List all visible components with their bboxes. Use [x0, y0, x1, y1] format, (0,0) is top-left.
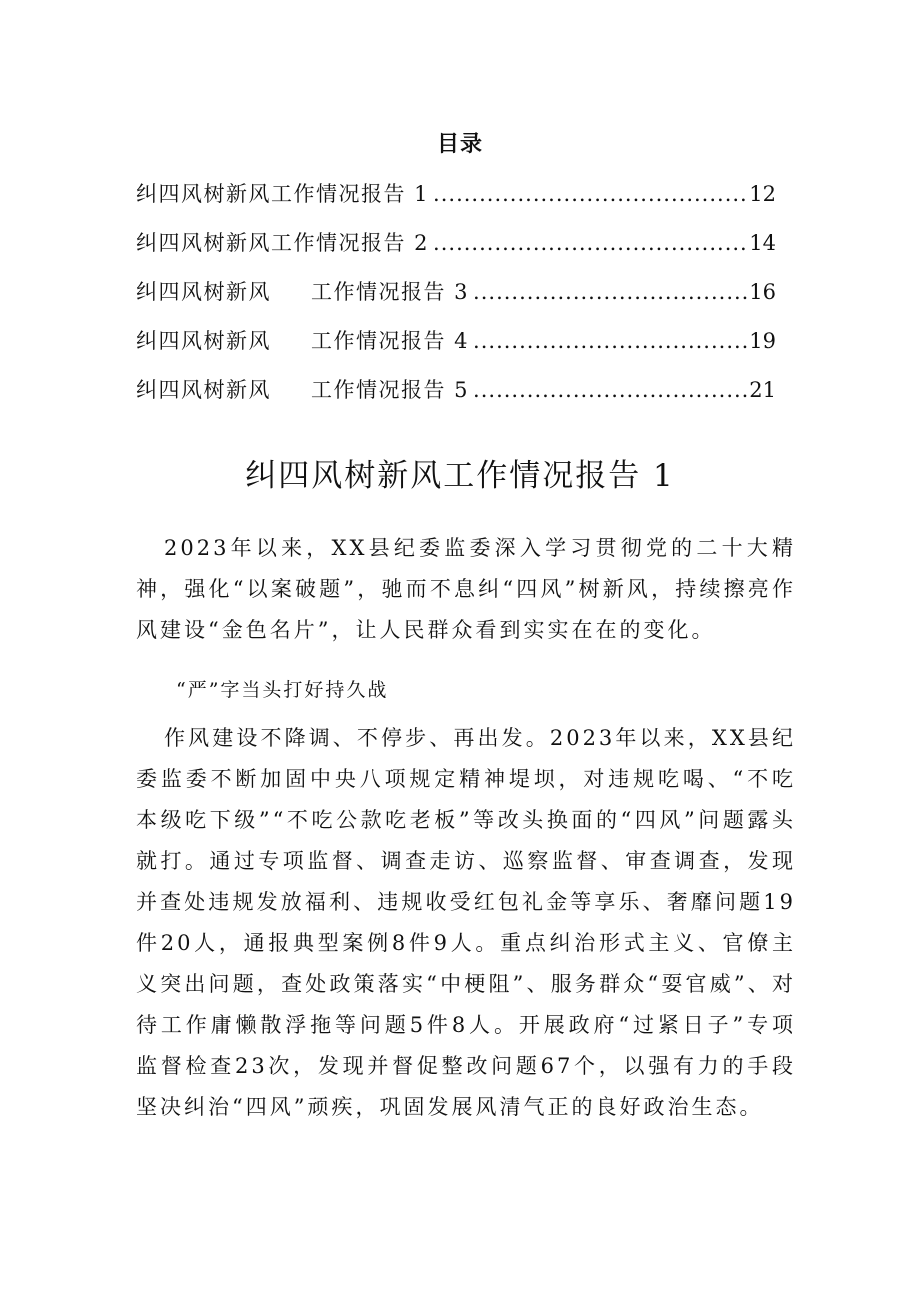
toc-item-page: 19	[749, 329, 776, 353]
toc-item-page: 14	[749, 231, 776, 255]
article-title: 纠四风树新风工作情况报告 1	[245, 458, 675, 494]
toc-leader-dots	[473, 280, 747, 304]
toc-leader-dots	[473, 378, 747, 402]
toc-item-label-part-b: 工作情况报告 5	[311, 378, 470, 402]
toc-item-label	[136, 276, 469, 306]
toc-item-2[interactable]	[136, 227, 776, 276]
toc-item-page: 21	[749, 378, 776, 402]
toc-item-label-part-a: 纠四风树新风	[136, 378, 271, 402]
toc-item-label-part-a: 纠四风树新风	[136, 280, 271, 304]
toc-item-3[interactable]	[136, 276, 776, 325]
toc-item-1[interactable]	[136, 178, 776, 227]
body-paragraph: 作风建设不降调、不停步、再出发。2023年以来，XX县纪委监委不断加固中央八项规定精神堤坝，对违规吃喝、“不吃本级吃下级”“不吃公款吃老板”等改头换面的“四风”问题露头就打。通过专项监督、调查走访、巡察监督、审查调查，发现并查处违规发放福利、违规收受红包礼金等享乐、奢靡问题19件20人，通报典型案例8件9人。重点纠治形式主义、官僚主义突出问题，查处政策落实“中梗阻”、服务群众“耍官威”、对待工作庸懒散浮拖等问题5件8人。开展政府“过紧日子”专项监督检查23次，发现并督促整改问题67个，以强有力的手段坚决纠治“四风”顽疾，巩固发展风清气正的良好政治生态。	[136, 726, 796, 1119]
toc-title: 目录	[436, 132, 483, 157]
table-of-contents	[136, 178, 776, 423]
toc-item-label: 纠四风树新风工作情况报告 2	[136, 231, 430, 255]
intro-paragraph: 2023年以来，XX县纪委监委深入学习贯彻党的二十大精神，强化“以案破题”，驰而不息纠“四风”树新风，持续擦亮作风建设“金色名片”，让人民群众看到实实在在的变化。	[136, 536, 796, 642]
toc-item-label-part-a: 纠四风树新风	[136, 329, 271, 353]
toc-leader-dots	[473, 329, 747, 353]
section-heading: “严”字当头打好持久战	[176, 679, 389, 701]
toc-item-label-part-b: 工作情况报告 4	[311, 329, 470, 353]
toc-item-label-part-b: 工作情况报告 3	[311, 280, 470, 304]
toc-leader-dots	[433, 182, 747, 206]
toc-item-5[interactable]	[136, 374, 776, 423]
toc-item-label	[136, 325, 469, 355]
toc-item-label	[136, 374, 469, 404]
toc-item-page: 12	[749, 182, 776, 206]
toc-item-4[interactable]	[136, 325, 776, 374]
toc-leader-dots	[433, 231, 747, 255]
toc-item-page: 16	[749, 280, 776, 304]
toc-item-label: 纠四风树新风工作情况报告 1	[136, 182, 430, 206]
